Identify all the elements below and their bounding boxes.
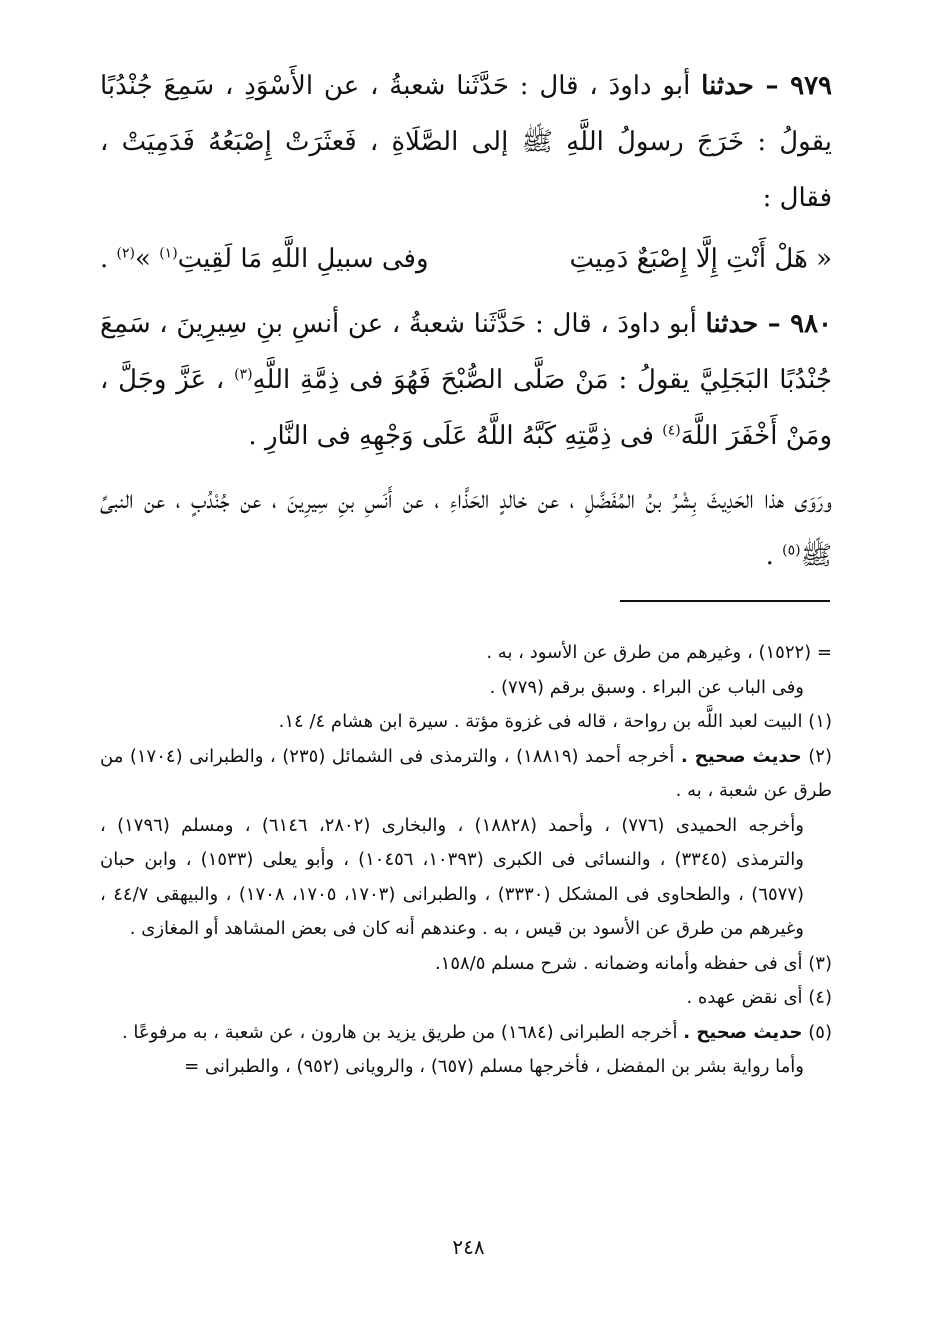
footnote-5-number: (٥) bbox=[808, 1021, 832, 1043]
footnote-mark-1: (١) bbox=[159, 245, 178, 262]
page-number: ٢٤٨ bbox=[452, 1235, 485, 1259]
footnote-continuation: = (١٥٢٢) ، وغيرهم من طرق عن الأسود ، به . bbox=[486, 642, 832, 663]
narration-period: . bbox=[765, 541, 774, 571]
hadith-979 bbox=[100, 58, 832, 226]
hadith-979-number: ٩٧٩ – حدثنا bbox=[701, 71, 833, 101]
verse-second-hemistich-wrap bbox=[100, 230, 429, 288]
footnote-mark-3: (٣) bbox=[234, 366, 253, 383]
verse-second-hemistich: وفى سبيلِ اللَّهِ مَا لَقِيتِ bbox=[177, 244, 429, 274]
hadith-980 bbox=[100, 296, 832, 464]
footnote-4: (٤) أى نقض عهده . bbox=[686, 987, 832, 1008]
verse-first-hemistich: « هَلْ أَنْتِ إِلَّا إِصْبَعٌ دَمِيتِ bbox=[569, 244, 832, 274]
footnote-bab-line: وفى الباب عن البراء . وسبق برقم (٧٧٩) . bbox=[489, 676, 804, 698]
narration-note bbox=[100, 472, 832, 584]
footnote-mark-4: (٤) bbox=[662, 422, 681, 439]
footnote-2-text: أخرجه أحمد (١٨٨١٩) ، والترمذى فى الشمائل (٢٣٥) ، والطبرانى (١٧٠٤) من طرق عن شعبة ، به . bbox=[100, 745, 832, 801]
hadith-979-text: أبو داودَ ، قال : حَدَّثَنا شعبةُ ، عن الأَسْوَدِ ، سَمِعَ جُنْدُبًا يقولُ : خَرَجَ رسولُ اللَّهِ ﷺ إلى الصَّلَاةِ ، فَعثَرَتْ إِصْبَعُهُ فَدَمِيَتْ ، فقال : bbox=[100, 71, 832, 213]
hadith-980-text-b: ، عَزَّ وجَلَّ ، ومَنْ أَخْفَرَ اللَّهَ bbox=[100, 365, 832, 451]
footnote-5-text: أخرجه الطبرانى (١٦٨٤) من طريق يزيد بن هارون ، عن شعبة ، به مرفوعًا . bbox=[121, 1021, 678, 1043]
footnote-1: (١) البيت لعبد اللَّه بن رواحة ، قاله فى غزوة مؤتة . سيرة ابن هشام ٤/ ١٤. bbox=[278, 711, 832, 732]
footnote-2-continued: وأخرجه الحميدى (٧٧٦) ، وأحمد (١٨٨٢٨) ، والبخارى (٢٨٠٢، ٦١٤٦) ، ومسلم (١٧٩٦) ، والترمذى (٣٣٤٥) ، والنسائى فى الكبرى (١٠٣٩٣، ١٠٤٥٦) ، وأبو يعلى (١٥٣٣) ، وابن حبان (٦٥٧٧) ، والطحاوى فى المشكل (٣٣٣٠) ، والطبرانى (١٧٠٣، ١٧٠٥، ١٧٠٨) ، والبيهقى ٤٤/٧ ، وغيرهم من طرق عن الأسود بن قيس ، به . وعندهم أنه كان فى بعض المشاهد أو المغازى . bbox=[100, 814, 805, 939]
main-text bbox=[100, 58, 832, 584]
footnote-5 bbox=[100, 1016, 832, 1051]
verse-period: . bbox=[100, 244, 109, 274]
footnote-5-continued: وأما رواية بشر بن المفضل ، فأخرجها مسلم (٦٥٧) ، والرويانى (٩٥٢) ، والطبرانى = bbox=[184, 1056, 804, 1077]
footnote-2 bbox=[100, 740, 832, 809]
footnotes bbox=[100, 636, 832, 1085]
footnote-2-grade: حديث صحيح . bbox=[680, 745, 802, 767]
poetry-verse bbox=[100, 230, 832, 288]
verse-close-quote: » bbox=[135, 244, 151, 274]
narration-text: ورَوَى هذا الحَدِيثَ بِشْرُ بنُ المُفَضَّلِ ، عن خالدٍ الحَذَّاءِ ، عن أَنَسِ بنِ سِيرِينَ ، عن جُنْدُبٍ ، عن النبىِّ ﷺ bbox=[100, 485, 832, 571]
footnote-divider bbox=[620, 600, 830, 602]
footnote-mark-5: (٥) bbox=[782, 542, 801, 559]
footnote-mark-2: (٢) bbox=[116, 245, 135, 262]
hadith-980-text-a: أبو داودَ ، قال : حَدَّثَنا شعبةُ ، عن أنسِ بنِ سِيرِينَ ، سَمِعَ جُنْدُبًا البَجَلِيَّ يقولُ : مَنْ صَلَّى الصُّبْحَ فَهُوَ فى ذِمَّةِ اللَّهِ bbox=[100, 309, 833, 395]
footnote-3: (٣) أى فى حفظه وأمانه وضمانه . شرح مسلم ١٥٨/٥. bbox=[434, 952, 832, 974]
footnote-5-grade: حديث صحيح . bbox=[683, 1021, 803, 1043]
footnote-2-number: (٢) bbox=[808, 745, 832, 767]
hadith-980-number: ٩٨٠ – حدثنا bbox=[705, 309, 833, 339]
hadith-980-text-c: فى ذِمَّتِهِ كَبَّهُ اللَّهُ عَلَى وَجْهِهِ فى النَّارِ . bbox=[248, 421, 654, 451]
